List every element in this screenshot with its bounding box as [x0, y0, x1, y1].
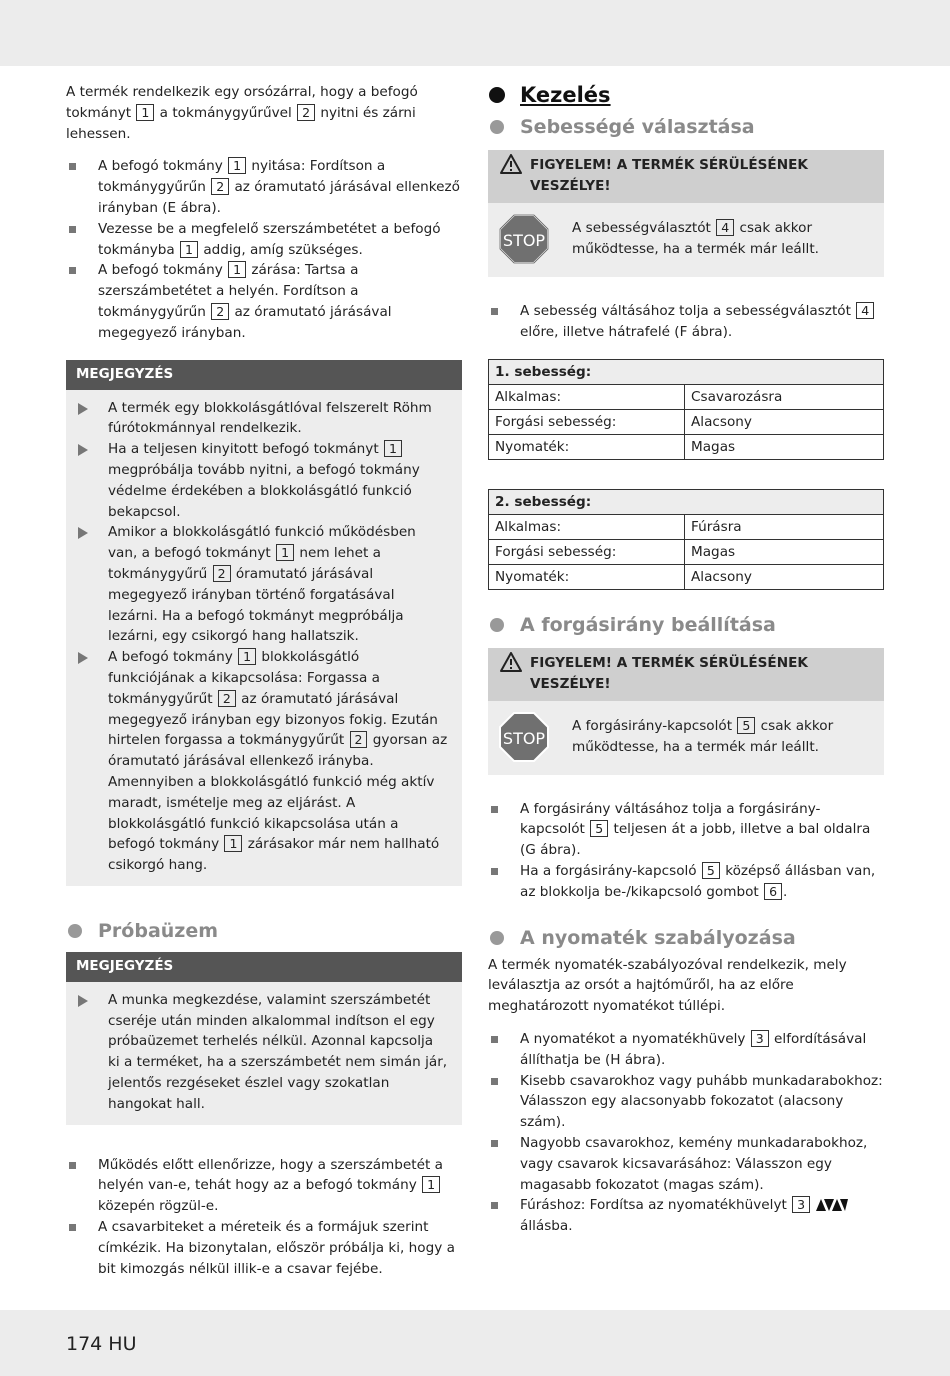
list-item: A termék egy blokkolásgátlóval felszerelt Röhm fúrótokmánnyal rendelkezik. — [76, 398, 448, 440]
list-item: Nagyobb csavarokhoz, kemény munkadarabokhoz, vagy csavarok kicsavarásához: Válasszon egy magasabb fokozatot (magas szám). — [488, 1133, 884, 1195]
reference-number: 2 — [297, 104, 315, 121]
list-item: A nyomatékot a nyomatékhüvely 3 elfordításával állíthatja be (H ábra). — [488, 1029, 884, 1071]
warning-icon — [500, 652, 522, 672]
reference-number: 1 — [384, 440, 402, 457]
warning-title: FIGYELEM! A TERMÉK SÉRÜLÉSÉNEK VESZÉLYE! — [488, 648, 884, 701]
list-item: A befogó tokmány 1 blokkolásgátló funkciójának a kikapcsolása: Forgassa a tokmánygyűrűt 2 az óramutató járásával megegyező irányban egy bizonyos fokig. Ezután hirtelen forgassa a tokmánygyűrűt 2 gyorsan az óramutató járásával ellenkező irányba. Amennyiben a blokkolásgátló funkció még aktív maradt, ismételje meg az eljárást. A blokkolásgátló funkció kikapcsolása után a befogó tokmány 1 zárásakor már nem hallható csikorgó hang. — [76, 647, 448, 876]
svg-text:STOP: STOP — [502, 728, 546, 748]
reference-number: 1 — [422, 1176, 440, 1193]
list-item: A befogó tokmány 1 zárása: Tartsa a szerszámbetétet a helyén. Fordítson a tokmánygyűrűn 2 az óramutató járásával megegyező irányban. — [66, 260, 462, 343]
note-list — [66, 982, 462, 1115]
direction-heading: A forgásirány beállítása — [488, 612, 884, 638]
list-item: A munka megkezdése, valamint szerszámbetét cseréje után minden alkalommal indítson el egy próbaüzemet terhelés nélkül. Azonnal kapcsolja ki a terméket, ha a szerszámbetét nem simán jár, jelentős rezgéseket észlel vagy szokatlan hangokat hall. — [76, 990, 448, 1115]
table-row: Alkalmas: Csavarozásra — [489, 384, 884, 409]
list-item: Kisebb csavarokhoz vagy puhább munkadarabokhoz: Válasszon egy alacsonyabb fokozatot (alacsony szám). — [488, 1071, 884, 1133]
right-column — [488, 82, 884, 1237]
list-item: Amikor a blokkolásgátló funkció működésben van, a befogó tokmányt 1 nem lehet a tokmánygyűrű 2 óramutató járásával megegyező irányban történő forgatásával lezárni. Ha a befogó tokmányt megpróbálja lezárni, egy csikorgó hang hallatszik. — [76, 522, 448, 647]
note-box — [66, 360, 462, 886]
intro-paragraph: A termék rendelkezik egy orsózárral, hogy a befogó tokmányt 1 a tokmánygyűrűvel 2 nyitni és zárni lehessen. — [66, 84, 418, 142]
list-item: A befogó tokmány 1 nyitása: Fordítson a tokmánygyűrűn 2 az óramutató járásával ellenkező irányban (E ábra). — [66, 156, 462, 218]
reference-number: 5 — [590, 820, 608, 837]
svg-text:STOP: STOP — [502, 231, 546, 250]
note-box-trial — [66, 952, 462, 1125]
warning-text: A forgásirány-kapcsolót 5 csak akkor működtesse, ha a termék már leállt. — [572, 717, 834, 755]
table-row: Forgási sebesség: Magas — [489, 539, 884, 564]
reference-number: 2 — [211, 303, 229, 320]
warning-box — [488, 150, 884, 277]
table-row: Alkalmas: Fúrásra — [489, 514, 884, 539]
table-row: Forgási sebesség: Alacsony — [489, 409, 884, 434]
drill-icon — [815, 1198, 849, 1212]
reference-number: 1 — [228, 157, 246, 174]
reference-number: 2 — [350, 731, 368, 748]
speed-list — [488, 301, 884, 343]
reference-number: 5 — [737, 717, 755, 734]
warning-text: A sebességválasztót 4 csak akkor működtesse, ha a termék már leállt. — [572, 220, 819, 257]
reference-number: 2 — [211, 178, 229, 195]
warning-title: FIGYELEM! A TERMÉK SÉRÜLÉSÉNEK VESZÉLYE! — [488, 150, 884, 203]
list-item: A sebesség váltásához tolja a sebességválasztót 4 előre, illetve hátrafelé (F ábra). — [488, 301, 884, 343]
table-title: 1. sebesség: — [489, 359, 884, 384]
warning-box — [488, 648, 884, 775]
header-bar — [0, 0, 950, 66]
reference-number: 6 — [764, 883, 782, 900]
left-column — [66, 82, 462, 1279]
page-number: 174 HU — [66, 1333, 137, 1355]
reference-number: 2 — [218, 690, 236, 707]
reference-number: 4 — [856, 302, 874, 319]
table-row: Nyomaték: Magas — [489, 434, 884, 459]
speed1-table — [488, 359, 884, 460]
reference-number: 4 — [716, 219, 734, 236]
final-list — [66, 1155, 462, 1280]
note-list — [66, 390, 462, 876]
reference-number: 3 — [792, 1196, 810, 1213]
torque-heading: A nyomaték szabályozása — [488, 925, 884, 951]
list-item: Ha a forgásirány-kapcsoló 5 középső állásban van, az blokkolja be-/kikapcsoló gombot 6 . — [488, 861, 884, 903]
reference-number: 1 — [238, 648, 256, 665]
warning-icon — [500, 154, 522, 174]
trial-heading: Próbaüzem — [66, 918, 462, 944]
stop-icon — [498, 213, 550, 265]
list-item: Fúráshoz: Fordítsa az nyomatékhüvelyt 3 állásba. — [488, 1195, 884, 1237]
list-item: Vezesse be a megfelelő szerszámbetétet a befogó tokmányba 1 addig, amíg szükséges. — [66, 219, 462, 261]
reference-number: 1 — [224, 835, 242, 852]
list-item: A forgásirány váltásához tolja a forgásirány-kapcsolót 5 teljesen át a jobb, illetve a bal oldalra (G ábra). — [488, 799, 884, 861]
stop-icon — [498, 711, 550, 763]
speed2-table — [488, 489, 884, 590]
torque-list — [488, 1029, 884, 1237]
reference-number: 1 — [180, 241, 198, 258]
direction-list — [488, 799, 884, 903]
reference-number: 1 — [228, 261, 246, 278]
reference-number: 2 — [213, 565, 231, 582]
note-title: MEGJEGYZÉS — [66, 360, 462, 390]
note-title: MEGJEGYZÉS — [66, 952, 462, 982]
table-title: 2. sebesség: — [489, 489, 884, 514]
list-item: A csavarbiteket a méreteik és a formájuk szerint címkézik. Ha bizonytalan, először próbálja ki, hogy a bit kimozgás nélkül illik-e a csavar fejébe. — [66, 1217, 462, 1279]
torque-intro: A termék nyomaték-szabályozóval rendelkezik, mely leválasztja az orsót a hajtóműről, ha az előre meghatározott nyomatékot túllépi. — [488, 956, 847, 1015]
reference-number: 3 — [751, 1030, 769, 1047]
chuck-list — [66, 156, 462, 343]
speed-heading: Sebességé választása — [488, 114, 884, 140]
reference-number: 1 — [136, 104, 154, 121]
reference-number: 5 — [702, 862, 720, 879]
list-item: Ha a teljesen kinyitott befogó tokmányt 1 megpróbálja tovább nyitni, a befogó tokmány védelme érdekében a blokkolásgátló funkció bekapcsol. — [76, 439, 448, 522]
list-item: Működés előtt ellenőrizze, hogy a szerszámbetét a helyén van-e, tehát hogy az a befogó tokmány 1 közepén rögzül-e. — [66, 1155, 462, 1217]
main-heading: Kezelés — [488, 82, 884, 108]
reference-number: 1 — [276, 544, 294, 561]
table-row: Nyomaték: Alacsony — [489, 564, 884, 589]
footer-bar — [0, 1310, 950, 1376]
